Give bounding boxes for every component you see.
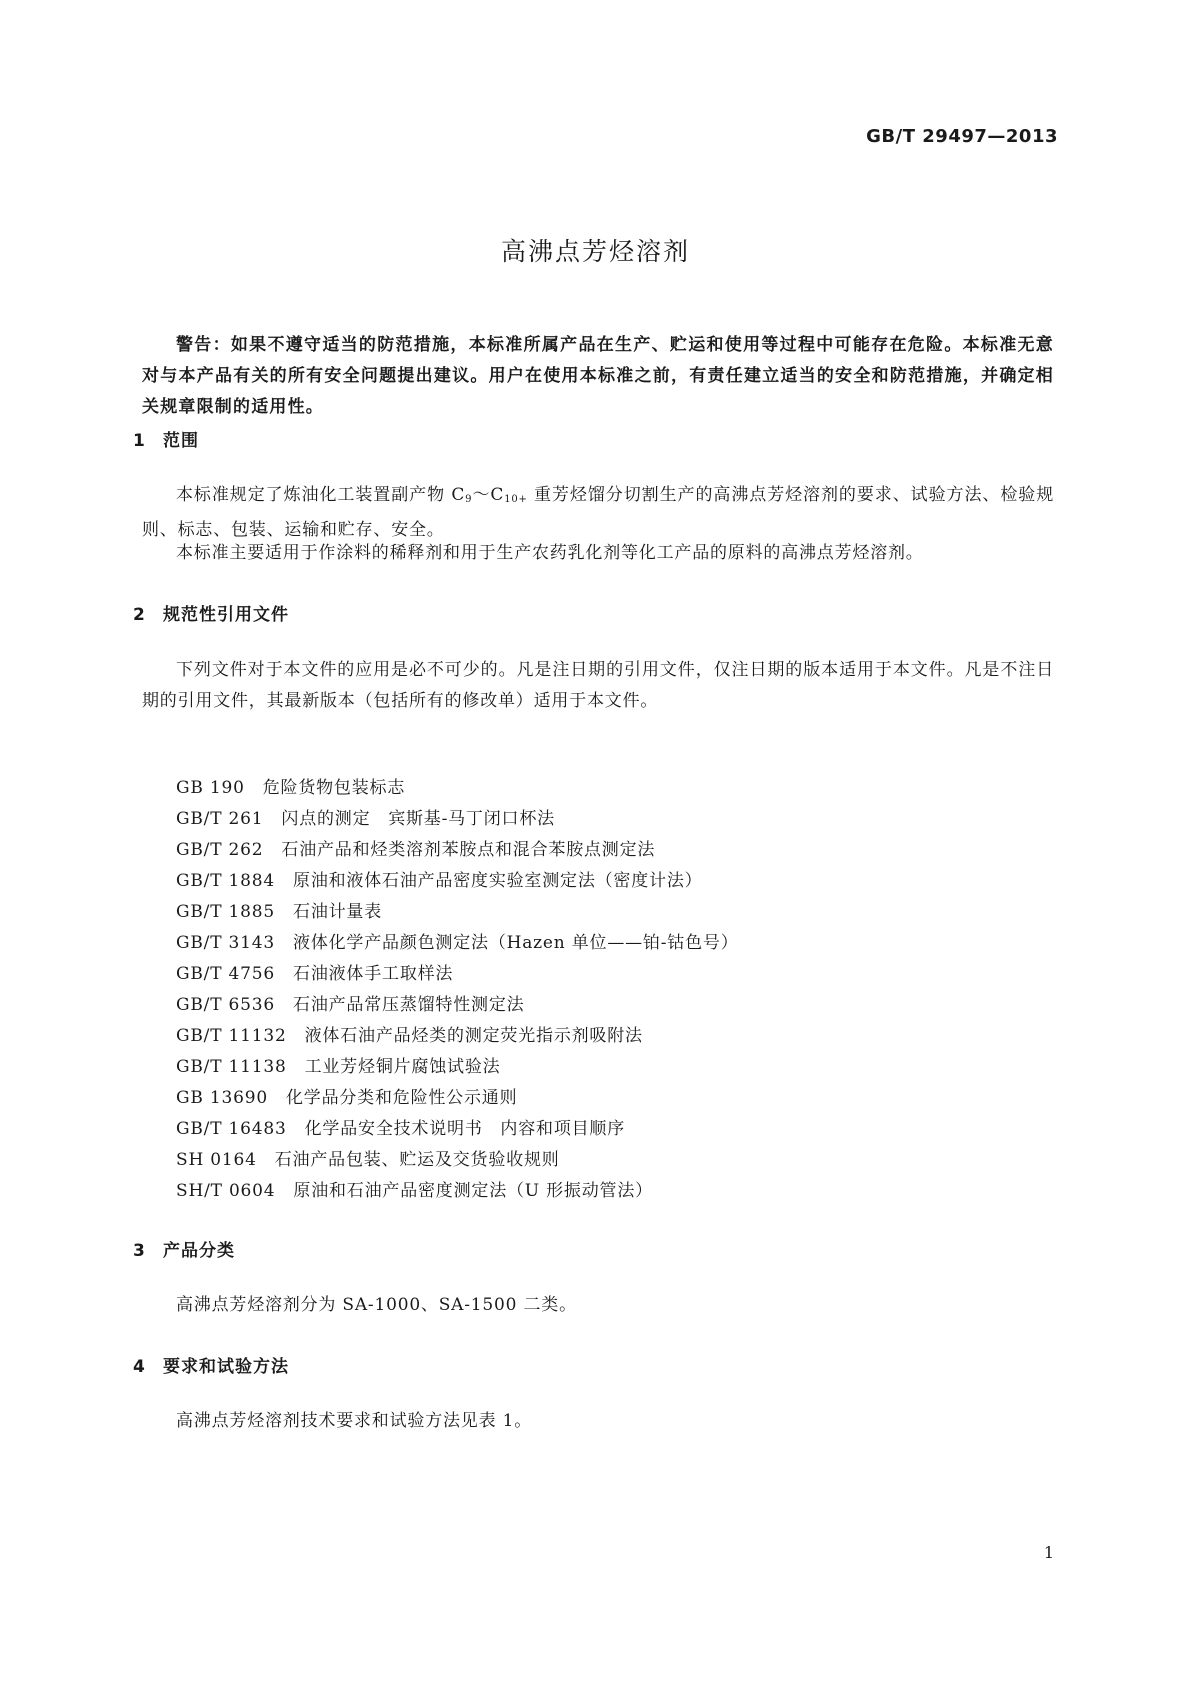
classification-paragraph: 高沸点芳烃溶剂分为 SA-1000、SA-1500 二类。	[176, 1295, 577, 1315]
section-title: 产品分类	[163, 1241, 235, 1261]
reference-title: 工业芳烃铜片腐蚀试验法	[304, 1057, 501, 1077]
section-heading-classification	[133, 1236, 235, 1261]
reference-item	[176, 959, 739, 990]
scope-text-b: ～C	[472, 485, 505, 505]
reference-title: 石油液体手工取样法	[293, 964, 454, 984]
reference-title: 危险货物包装标志	[262, 778, 406, 798]
section-number: 4	[133, 1357, 146, 1377]
section-title: 范围	[163, 431, 199, 451]
reference-title: 化学品分类和危险性公示通则	[285, 1088, 518, 1108]
scope-text-c: 重芳烃馏分切割生产的高沸点芳烃溶剂的要求、试验方法、检验规则、标志、包装、运输和贮存、安全。	[142, 485, 1054, 540]
reference-item	[176, 804, 739, 835]
reference-code: GB/T 1885	[176, 902, 276, 922]
reference-code: GB/T 3143	[176, 933, 276, 953]
scope-paragraph-2: 本标准主要适用于作涂料的稀释剂和用于生产农药乳化剂等化工产品的原料的高沸点芳烃溶剂。	[176, 543, 924, 563]
reference-item	[176, 1021, 739, 1052]
reference-title: 原油和液体石油产品密度实验室测定法（密度计法）	[293, 871, 703, 891]
standard-number: GB/T 29497—2013	[866, 126, 1058, 147]
reference-code: GB 190	[176, 778, 245, 798]
reference-code: GB/T 16483	[176, 1119, 287, 1139]
reference-item	[176, 773, 739, 804]
reference-title: 化学品安全技术说明书 内容和项目顺序	[304, 1119, 626, 1139]
references-intro: 下列文件对于本文件的应用是必不可少的。凡是注日期的引用文件，仅注日期的版本适用于本文件。凡是不注日期的引用文件，其最新版本（包括所有的修改单）适用于本文件。	[142, 660, 1054, 711]
carbon-subscript-10plus: 10+	[504, 494, 528, 505]
reference-item	[176, 1052, 739, 1083]
reference-item	[176, 1145, 739, 1176]
reference-title: 石油计量表	[293, 902, 383, 922]
reference-item	[176, 835, 739, 866]
reference-code: GB/T 11132	[176, 1026, 287, 1046]
section-number: 1	[133, 431, 146, 451]
reference-item	[176, 897, 739, 928]
reference-code: GB/T 11138	[176, 1057, 287, 1077]
section-title: 要求和试验方法	[163, 1357, 289, 1377]
carbon-subscript-9: 9	[465, 494, 473, 505]
reference-code: SH/T 0604	[176, 1181, 276, 1201]
reference-title: 液体化学产品颜色测定法（Hazen 单位——铂-钴色号）	[293, 933, 739, 953]
reference-code: GB/T 262	[176, 840, 264, 860]
reference-code: GB/T 6536	[176, 995, 276, 1015]
reference-code: SH 0164	[176, 1150, 257, 1170]
reference-code: GB/T 1884	[176, 871, 276, 891]
requirements-paragraph: 高沸点芳烃溶剂技术要求和试验方法见表 1。	[176, 1411, 533, 1431]
reference-code: GB/T 4756	[176, 964, 276, 984]
scope-text-a: 本标准规定了炼油化工装置副产物 C	[176, 485, 466, 505]
section-title: 规范性引用文件	[163, 605, 289, 625]
document-title: 高沸点芳烃溶剂	[500, 237, 690, 266]
reference-title: 液体石油产品烃类的测定荧光指示剂吸附法	[304, 1026, 643, 1046]
reference-title: 原油和石油产品密度测定法（U 形振动管法）	[293, 1181, 653, 1201]
section-heading-references	[133, 600, 289, 625]
reference-code: GB/T 261	[176, 809, 264, 829]
page-number: 1	[1043, 1543, 1054, 1562]
reference-title: 石油产品常压蒸馏特性测定法	[293, 995, 525, 1015]
reference-item	[176, 1083, 739, 1114]
reference-item	[176, 866, 739, 897]
reference-title: 石油产品包装、贮运及交货验收规则	[274, 1150, 560, 1170]
section-number: 3	[133, 1241, 146, 1261]
reference-item	[176, 990, 739, 1021]
section-number: 2	[133, 605, 146, 625]
reference-item	[176, 928, 739, 959]
section-heading-requirements	[133, 1352, 289, 1377]
reference-title: 闪点的测定 宾斯基-马丁闭口杯法	[281, 809, 555, 829]
reference-title: 石油产品和烃类溶剂苯胺点和混合苯胺点测定法	[281, 840, 656, 860]
warning-paragraph: 警告：如果不遵守适当的防范措施，本标准所属产品在生产、贮运和使用等过程中可能存在危险。本标准无意对与本产品有关的所有安全问题提出建议。用户在使用本标准之前，有责任建立适当的安全和防范措施，并确定相关规章限制的适用性。	[142, 335, 1054, 417]
reference-item	[176, 1114, 739, 1145]
reference-code: GB 13690	[176, 1088, 268, 1108]
reference-item	[176, 1176, 739, 1207]
scope-paragraph-1	[142, 480, 1054, 546]
reference-list	[176, 773, 739, 1207]
section-heading-scope	[133, 426, 199, 451]
